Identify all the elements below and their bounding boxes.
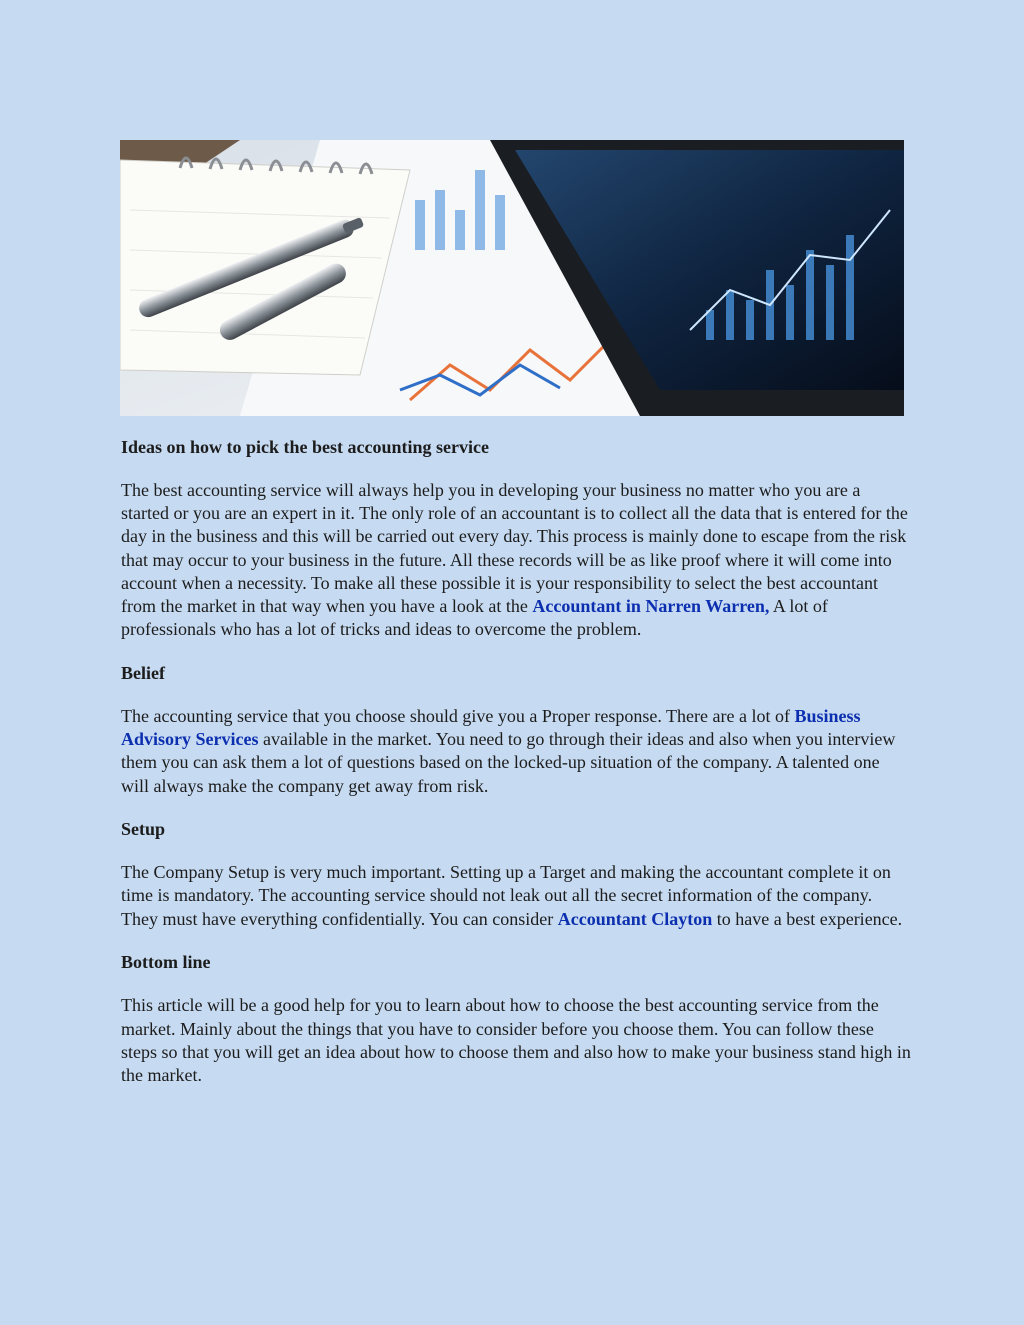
setup-text-start: The Company Setup is very much important. Setting up a Target and making the accountant complete it on time is mandatory. The accounting service should not leak out all the secret information of the company. They must have everything confidentially. You can consider (121, 862, 891, 929)
setup-text-end: to have a best experience. (712, 908, 903, 929)
accountant-narre-warren-link[interactable]: Accountant in Narren Warren, (532, 596, 770, 617)
belief-heading: Belief (121, 662, 165, 683)
setup-paragraph (121, 861, 911, 931)
photo-illustration (120, 140, 904, 416)
article-body (121, 436, 911, 1108)
intro-text-end: A lot of professionals who has a lot of tricks and ideas to overcome the problem. (121, 596, 828, 640)
bottom-line-heading: Bottom line (121, 952, 211, 973)
intro-paragraph (121, 479, 911, 641)
belief-text-start: The accounting service that you choose should give you a Proper response. There are a lot of (121, 705, 795, 726)
accounting-desk-photo (120, 140, 904, 416)
article-title: Ideas on how to pick the best accounting service (121, 437, 489, 457)
belief-paragraph (121, 705, 911, 798)
intro-text-start: The best accounting service will always help you in developing your business no matter who you are a started or you are an expert in it. The only role of an accountant is to collect all the data that is entered for the day in the business and this will be carried out every day. This process is mainly done to escape from the risk that may occur to your business in the future. All these records will be as like proof where it will come into account when a necessity. To make all these possible it is your responsibility to select the best accountant from the market in that way when you have a look at the (121, 480, 908, 617)
setup-heading: Setup (121, 819, 166, 840)
business-advisory-services-link[interactable]: Business Advisory Services (121, 705, 861, 750)
accountant-clayton-link[interactable]: Accountant Clayton (557, 908, 713, 929)
bottom-line-paragraph: This article will be a good help for you to learn about how to choose the best accounting service from the market. Mainly about the things that you have to consider before you choose them. You can follow these steps so that you will get an idea about how to choose them and also how to make your business stand high in the market. (121, 995, 911, 1085)
belief-text-end: available in the market. You need to go through their ideas and also when you interview them you can ask them a lot of questions based on the locked-up situation of the company. A talented one will always make the company get away from risk. (121, 729, 896, 796)
